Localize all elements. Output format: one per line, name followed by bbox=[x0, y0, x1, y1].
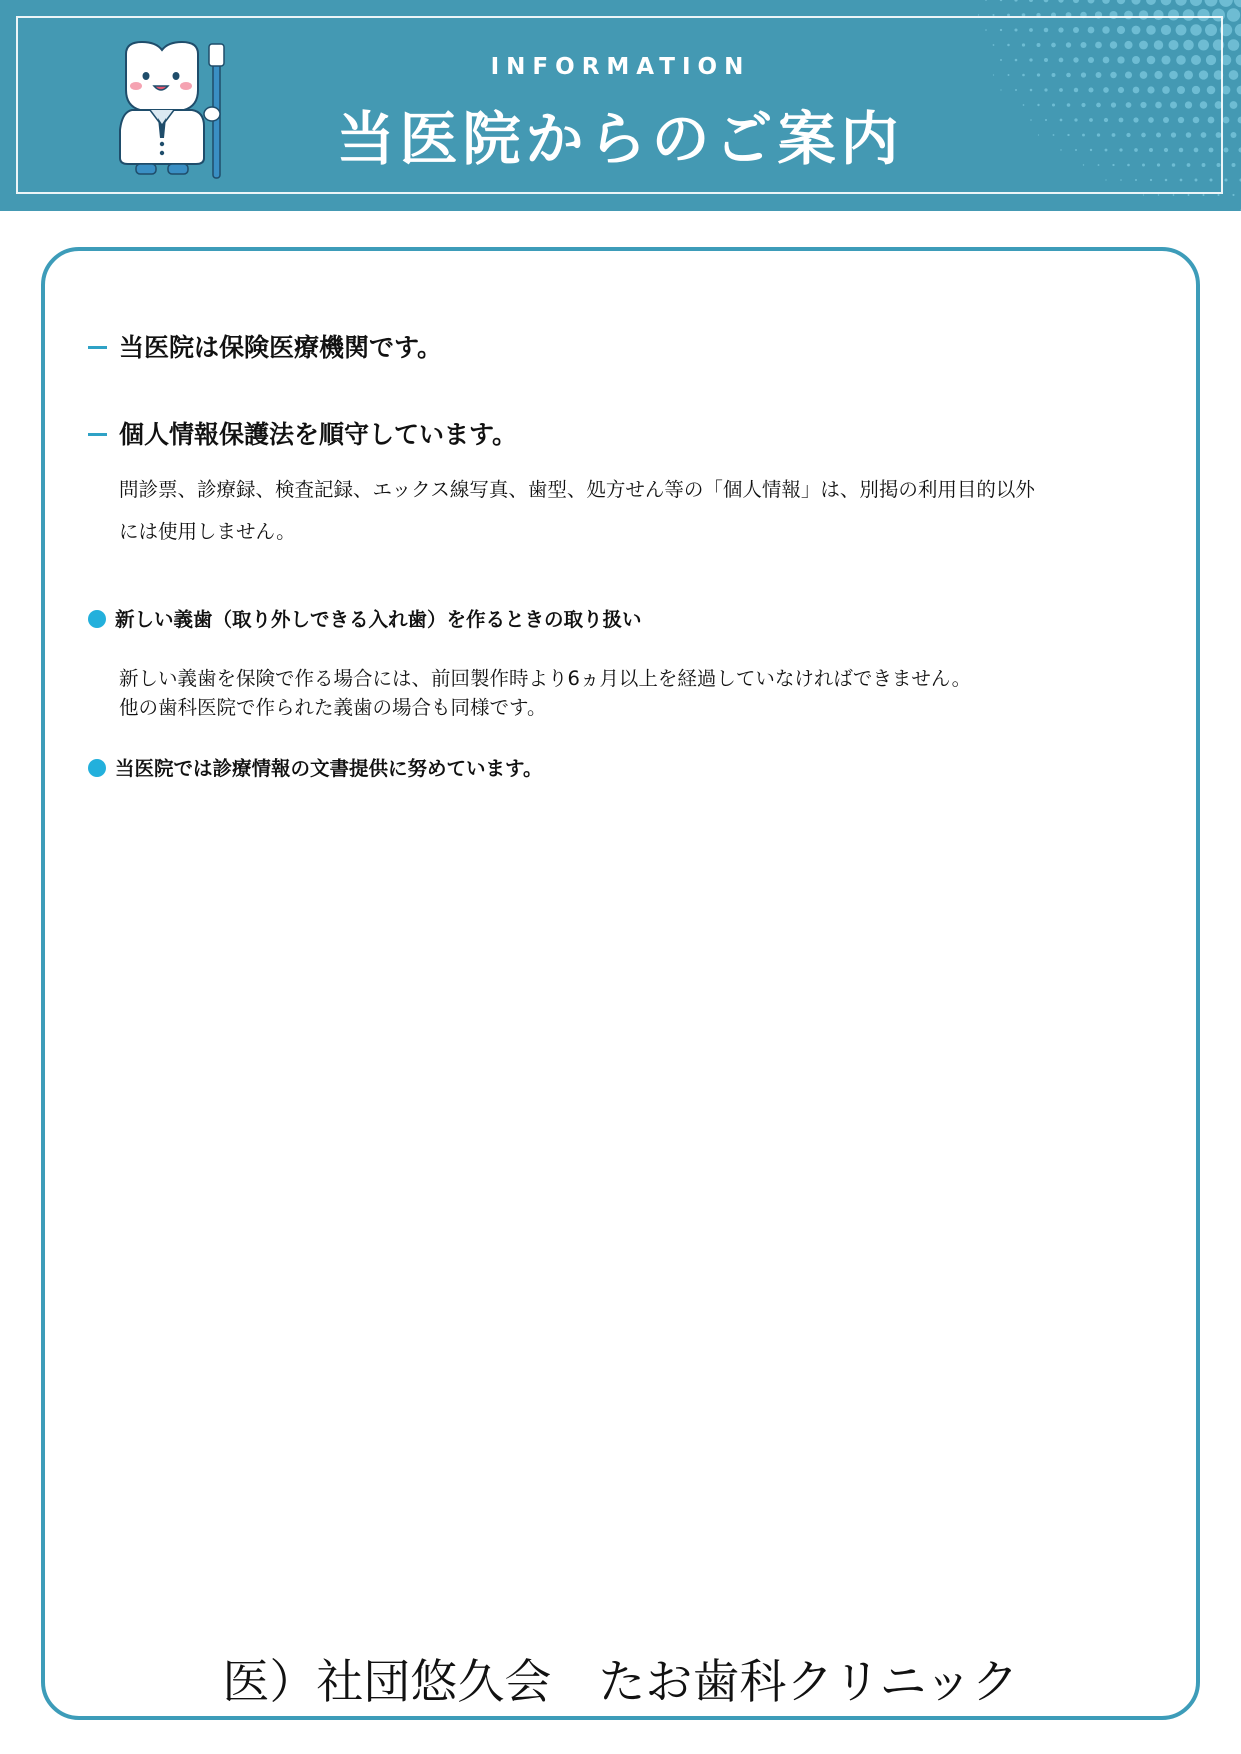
halftone-dot bbox=[1190, 0, 1202, 6]
section-privacy bbox=[88, 415, 517, 451]
denture-heading: 新しい義歯（取り外しできる入れ歯）を作るときの取り扱い bbox=[115, 608, 642, 631]
halftone-dot bbox=[1205, 0, 1218, 6]
halftone-dot bbox=[1202, 194, 1204, 196]
halftone-dot bbox=[1175, 0, 1186, 6]
halftone-dot bbox=[1235, 24, 1241, 37]
halftone-dot bbox=[1146, 0, 1156, 5]
clinic-name: 医）社団悠久会 たお歯科クリニック bbox=[222, 1655, 1019, 1710]
halftone-dot bbox=[1224, 148, 1229, 153]
halftone-dot bbox=[1219, 0, 1233, 7]
bullet-dot-icon bbox=[88, 610, 106, 628]
privacy-heading: 個人情報保護法を順守しています。 bbox=[119, 420, 518, 449]
content-card bbox=[41, 247, 1200, 1720]
halftone-dot bbox=[1223, 117, 1230, 124]
halftone-dot bbox=[1014, 0, 1017, 2]
halftone-dot bbox=[1231, 132, 1237, 138]
insurance-heading: 当医院は保険医療機関です。 bbox=[119, 333, 443, 362]
halftone-dot bbox=[1188, 194, 1190, 196]
halftone-dot bbox=[1088, 0, 1095, 3]
header-banner bbox=[0, 0, 1241, 211]
halftone-dot bbox=[1173, 194, 1175, 196]
bullet-dot-icon bbox=[88, 759, 106, 777]
page-title: 当医院からのご案内 bbox=[336, 105, 904, 173]
halftone-dot bbox=[1161, 0, 1172, 5]
halftone-dot bbox=[1231, 163, 1235, 167]
halftone-dot bbox=[1000, 0, 1002, 1]
dash-icon bbox=[88, 346, 107, 349]
documents-heading: 当医院では診療情報の文書提供に努めています。 bbox=[115, 757, 543, 780]
halftone-dot bbox=[1143, 194, 1144, 195]
denture-text-line2: 他の歯科医院で作られた義歯の場合も同様です。 bbox=[119, 696, 547, 719]
halftone-dot bbox=[1058, 0, 1063, 3]
halftone-dot bbox=[1224, 178, 1227, 181]
halftone-dot bbox=[1230, 101, 1238, 109]
halftone-dot bbox=[985, 0, 987, 1]
halftone-dot bbox=[1234, 0, 1241, 7]
section-denture bbox=[88, 604, 642, 632]
halftone-dot bbox=[1029, 0, 1033, 2]
halftone-dot bbox=[1044, 0, 1049, 2]
halftone-dot bbox=[1117, 0, 1125, 4]
halftone-dot bbox=[1227, 8, 1240, 21]
section-documents bbox=[88, 753, 542, 781]
dash-icon bbox=[88, 433, 107, 436]
halftone-dot bbox=[1238, 117, 1241, 124]
halftone-dot bbox=[1228, 39, 1240, 51]
halftone-dot bbox=[1073, 0, 1079, 3]
privacy-text-line2: には使用しません。 bbox=[119, 520, 296, 543]
halftone-dot bbox=[1217, 194, 1219, 196]
denture-text-line1: 新しい義歯を保険で作る場合には、前回製作時より6ヵ月以上を経過していなければできません。 bbox=[119, 667, 972, 690]
halftone-dot bbox=[1131, 0, 1140, 5]
halftone-dot bbox=[1158, 194, 1159, 195]
halftone-dot bbox=[1102, 0, 1110, 4]
header-eyebrow: INFORMATION bbox=[490, 54, 751, 80]
section-insurance bbox=[88, 328, 442, 364]
privacy-text-line1: 問診票、診療録、検査記録、エックス線写真、歯型、処方せん等の「個人情報」は、別掲の利用目的以外 bbox=[119, 478, 1035, 501]
halftone-dot bbox=[1237, 86, 1241, 95]
halftone-dot bbox=[1232, 194, 1234, 196]
